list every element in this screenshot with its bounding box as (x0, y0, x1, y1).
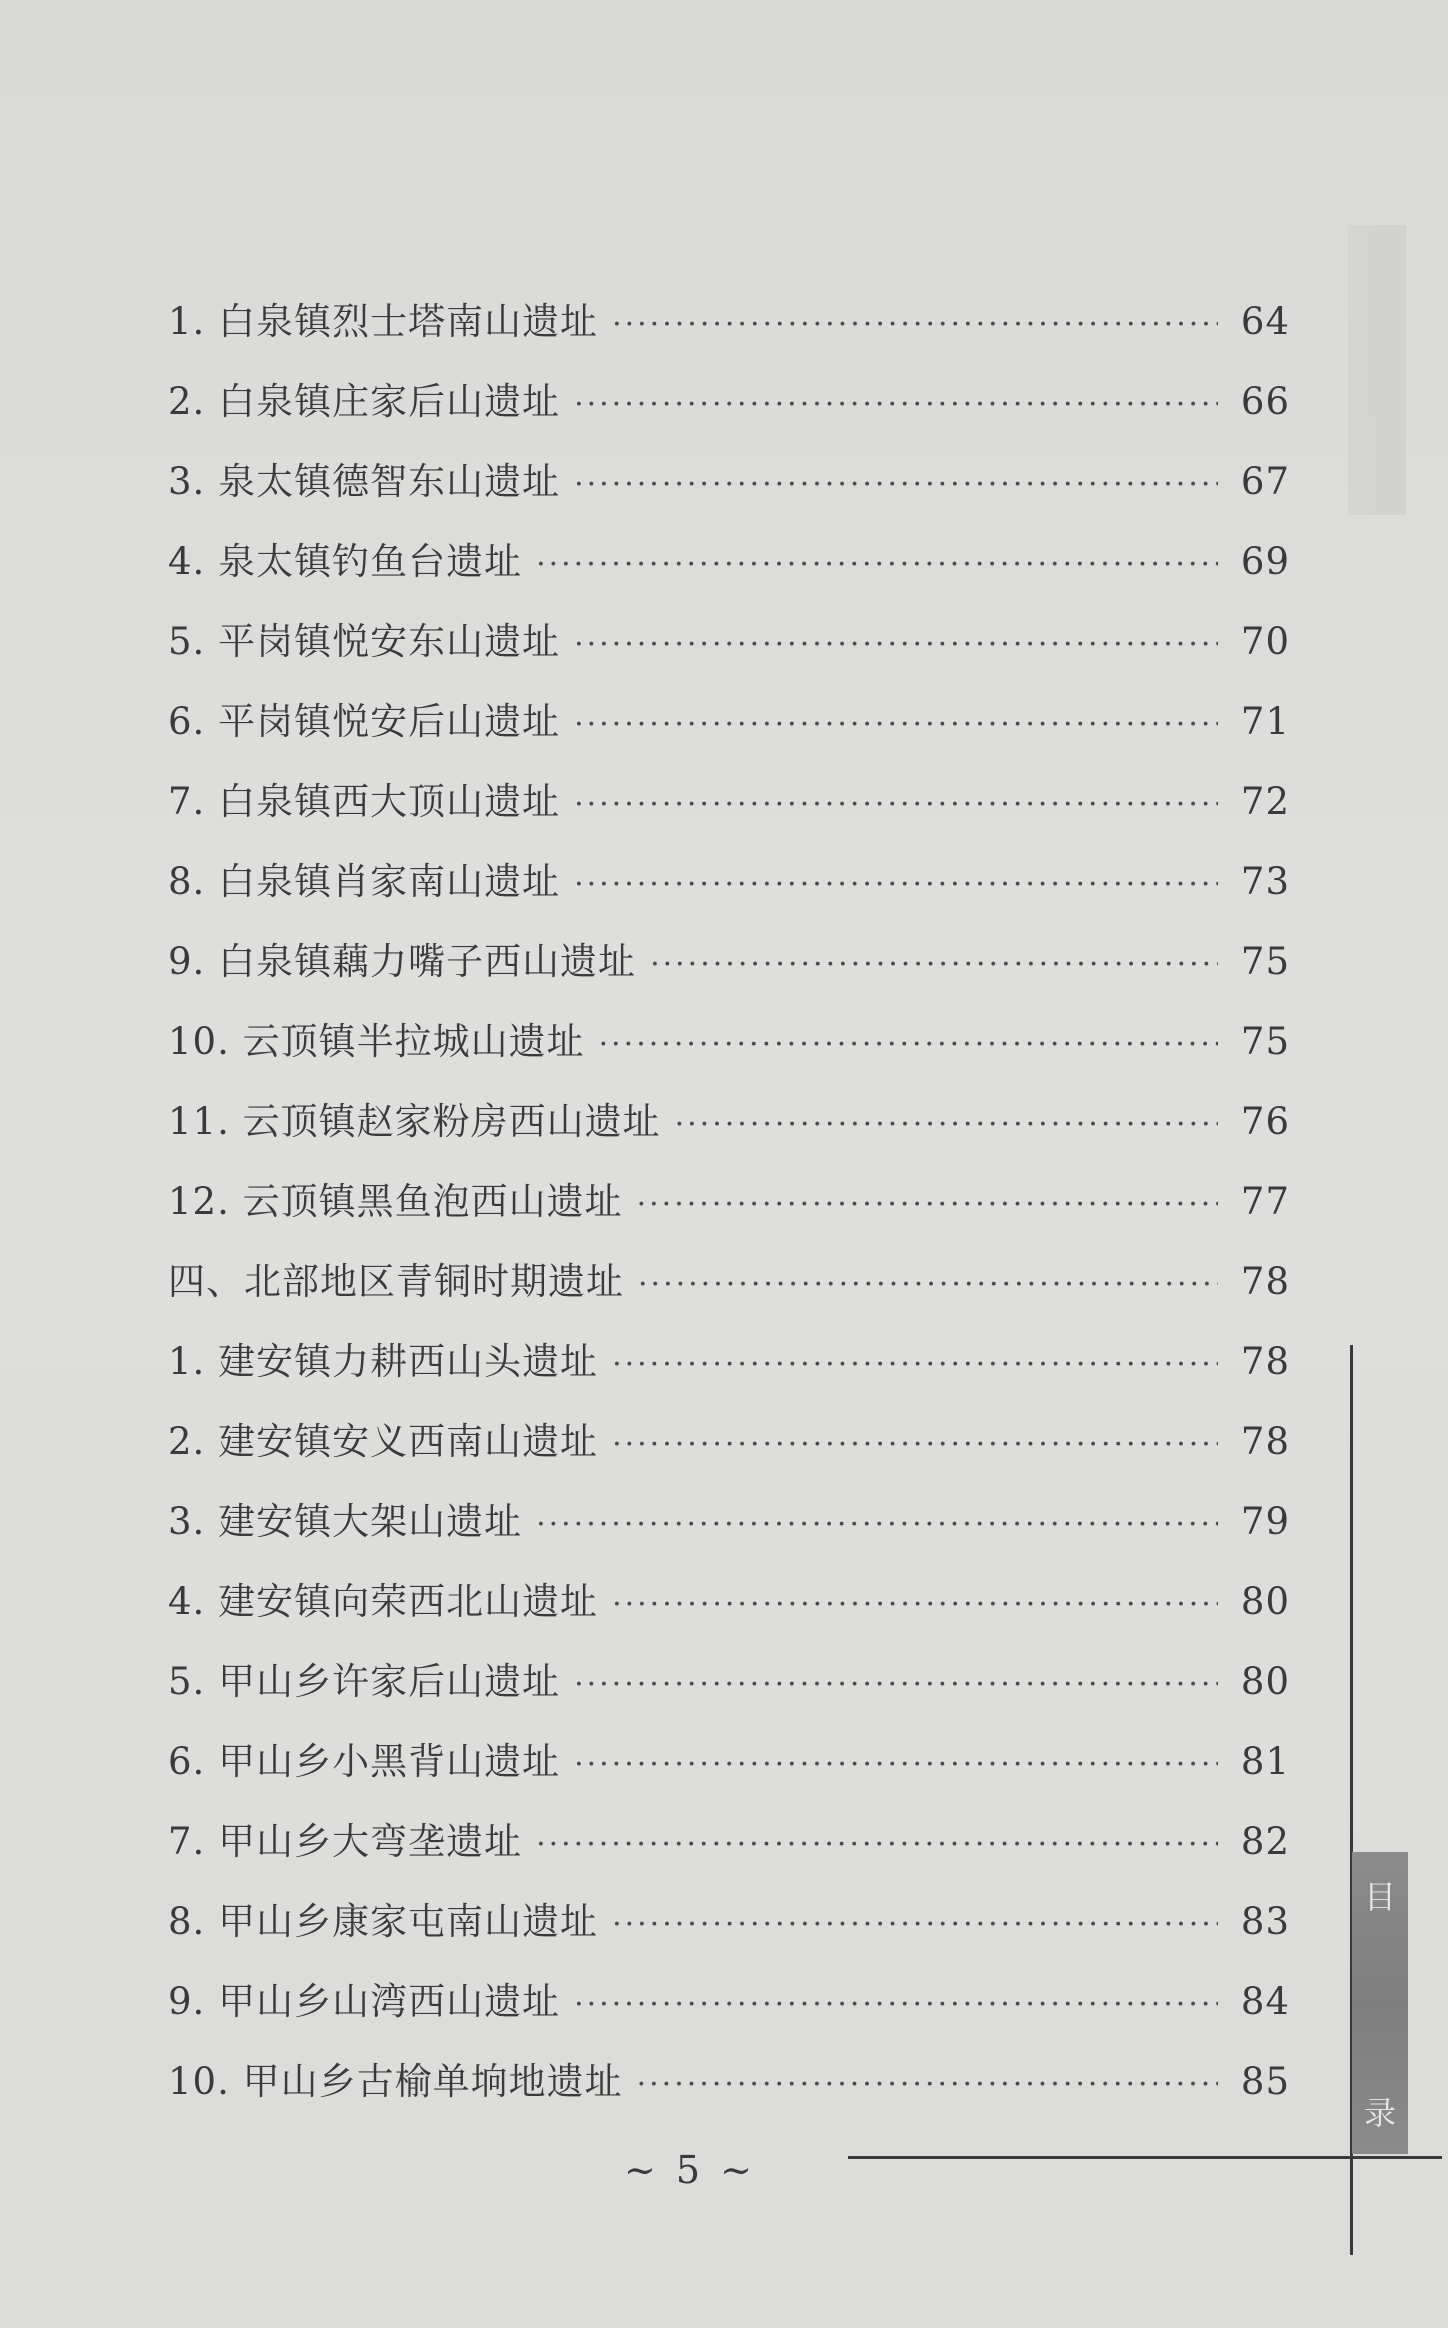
toc-entry-title: 3. 建安镇大架山遗址 (168, 1500, 523, 1543)
toc-entry (168, 682, 1290, 762)
toc-entry-title: 8. 白泉镇肖家南山遗址 (168, 860, 561, 903)
toc-entry (168, 1562, 1290, 1642)
dot-leader (612, 1565, 1218, 1645)
toc-entry-title: 1. 白泉镇烈士塔南山遗址 (168, 300, 599, 343)
dot-leader (574, 1965, 1218, 2045)
dot-leader (536, 1485, 1218, 1565)
chapter-side-tab (1352, 1852, 1408, 2154)
toc-entry (168, 1082, 1290, 1162)
dot-leader (574, 685, 1218, 765)
toc-entry-title: 5. 甲山乡许家后山遗址 (168, 1660, 561, 1703)
toc-entry-title: 6. 平岗镇悦安后山遗址 (168, 700, 561, 743)
toc-entry-page: 72 (1240, 780, 1290, 823)
toc-entry-page: 77 (1240, 1180, 1290, 1223)
toc-entry (168, 522, 1290, 602)
toc-entry-title: 10. 云顶镇半拉城山遗址 (168, 1020, 585, 1063)
dot-leader (612, 1325, 1218, 1405)
dot-leader (574, 1725, 1218, 1805)
toc-entry-title: 12. 云顶镇黑鱼泡西山遗址 (168, 1180, 623, 1223)
toc-entry (168, 922, 1290, 1002)
toc-entry (168, 1162, 1290, 1242)
toc-entry-page: 75 (1240, 940, 1290, 983)
dot-leader (637, 2045, 1218, 2125)
dot-leader (574, 765, 1218, 845)
toc-entry-page: 71 (1240, 700, 1290, 743)
toc-entry-page: 69 (1240, 540, 1290, 583)
toc-entry-title: 11. 云顶镇赵家粉房西山遗址 (168, 1100, 661, 1143)
toc-entry-page: 78 (1240, 1420, 1290, 1463)
dot-leader (612, 1885, 1218, 1965)
dot-leader (574, 1645, 1218, 1725)
horizontal-rule (848, 2156, 1442, 2159)
toc-entry-page: 75 (1240, 1020, 1290, 1063)
toc-entry (168, 1002, 1290, 1082)
toc-entry-page: 80 (1240, 1580, 1290, 1623)
dot-leader (675, 1085, 1218, 1165)
toc-entry-title: 4. 泉太镇钓鱼台遗址 (168, 540, 523, 583)
toc-entry (168, 442, 1290, 522)
toc-entry-title: 7. 白泉镇西大顶山遗址 (168, 780, 561, 823)
toc-entry (168, 362, 1290, 442)
toc-entry (168, 1242, 1290, 1322)
toc-entry-title: 2. 白泉镇庄家后山遗址 (168, 380, 561, 423)
toc-entry-page: 70 (1240, 620, 1290, 663)
toc-entry-page: 84 (1240, 1980, 1290, 2023)
toc-entry-page: 78 (1240, 1260, 1290, 1303)
toc-entry-title: 四、北部地区青铜时期遗址 (168, 1260, 624, 1303)
toc-entry (168, 842, 1290, 922)
toc-entry (168, 1722, 1290, 1802)
toc-entry-title: 8. 甲山乡康家屯南山遗址 (168, 1900, 599, 1943)
side-tab-char-top: 目 (1363, 1878, 1396, 1916)
dot-leader (650, 925, 1218, 1005)
toc-entry (168, 762, 1290, 842)
toc-entry-title: 7. 甲山乡大弯垄遗址 (168, 1820, 523, 1863)
toc-entry-title: 1. 建安镇力耕西山头遗址 (168, 1340, 599, 1383)
toc-entry (168, 1402, 1290, 1482)
dot-leader (574, 605, 1218, 685)
toc-entry-page: 64 (1240, 300, 1290, 343)
toc-entry-title: 3. 泉太镇德智东山遗址 (168, 460, 561, 503)
toc-entry-page: 82 (1240, 1820, 1290, 1863)
toc-entry-page: 76 (1240, 1100, 1290, 1143)
page-number: ~ 5 ~ (623, 2148, 756, 2192)
toc-entry-page: 73 (1240, 860, 1290, 903)
dot-leader (574, 845, 1218, 925)
toc-entry-title: 4. 建安镇向荣西北山遗址 (168, 1580, 599, 1623)
dot-leader (612, 1405, 1218, 1485)
dot-leader (574, 445, 1218, 525)
toc-entry-title: 6. 甲山乡小黑背山遗址 (168, 1740, 561, 1783)
toc-entry-title: 2. 建安镇安义西南山遗址 (168, 1420, 599, 1463)
toc-entry (168, 1482, 1290, 1562)
toc-entry (168, 602, 1290, 682)
toc-entry (168, 1882, 1290, 1962)
toc-entry-title: 9. 甲山乡山湾西山遗址 (168, 1980, 561, 2023)
dot-leader (536, 1805, 1218, 1885)
dot-leader (599, 1005, 1218, 1085)
side-tab-char-bottom: 录 (1363, 2094, 1396, 2132)
table-of-contents (168, 282, 1290, 2122)
toc-entry-page: 81 (1240, 1740, 1290, 1783)
dot-leader (637, 1165, 1218, 1245)
toc-entry (168, 1802, 1290, 1882)
dot-leader (638, 1245, 1218, 1325)
toc-entry-title: 9. 白泉镇藕力嘴子西山遗址 (168, 940, 637, 983)
toc-entry (168, 1962, 1290, 2042)
dot-leader (574, 365, 1218, 445)
side-tab-shadow (1348, 225, 1406, 515)
toc-entry-page: 80 (1240, 1660, 1290, 1703)
toc-entry-page: 85 (1240, 2060, 1290, 2103)
dot-leader (536, 525, 1218, 605)
toc-entry-page: 67 (1240, 460, 1290, 503)
toc-entry-page: 79 (1240, 1500, 1290, 1543)
toc-entry (168, 1642, 1290, 1722)
dot-leader (612, 285, 1218, 365)
toc-entry-page: 66 (1240, 380, 1290, 423)
toc-entry-page: 83 (1240, 1900, 1290, 1943)
toc-entry (168, 1322, 1290, 1402)
toc-entry-title: 5. 平岗镇悦安东山遗址 (168, 620, 561, 663)
toc-entry-page: 78 (1240, 1340, 1290, 1383)
toc-entry (168, 282, 1290, 362)
toc-entry (168, 2042, 1290, 2122)
toc-entry-title: 10. 甲山乡古榆单垧地遗址 (168, 2060, 623, 2103)
